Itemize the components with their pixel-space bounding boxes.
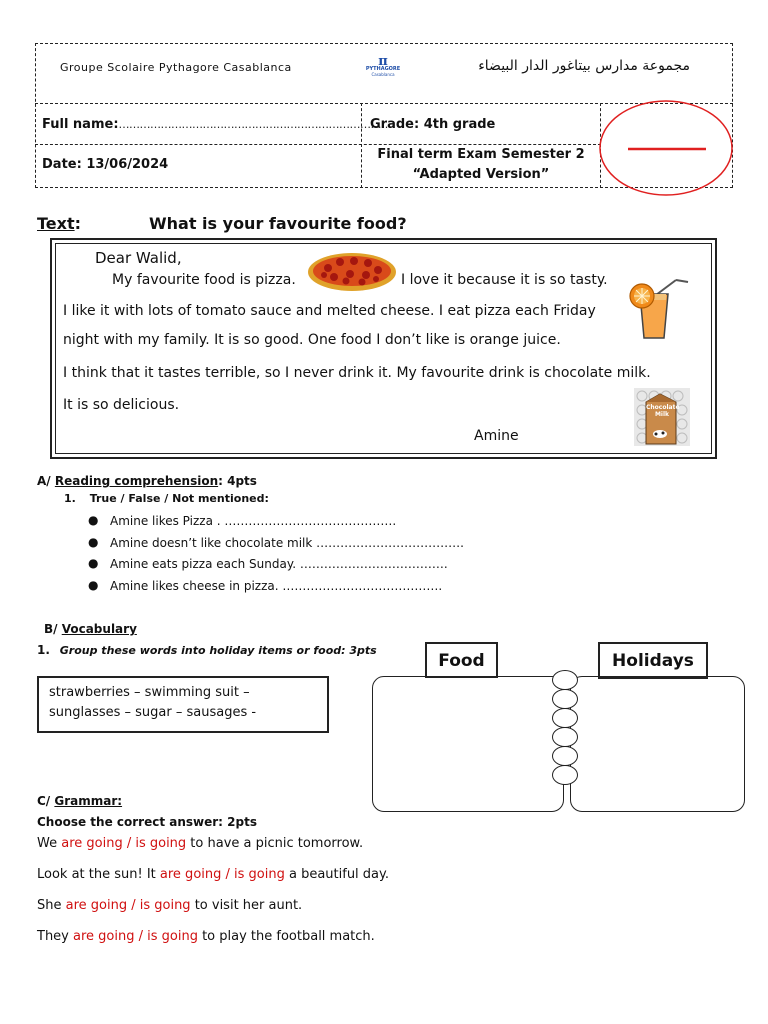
grammar-line-2-before: Look at the sun! It bbox=[37, 867, 160, 882]
pizza-icon bbox=[306, 250, 398, 292]
section-b-q1 bbox=[37, 643, 377, 657]
grammar-line-4 bbox=[37, 929, 375, 944]
binder-ring-icon bbox=[552, 689, 578, 709]
grammar-line-2-after: a beautiful day. bbox=[284, 867, 389, 882]
grade-mark-circle bbox=[598, 98, 734, 198]
section-b-prefix: B/ bbox=[44, 622, 62, 636]
letter-greeting: Dear Walid, bbox=[95, 249, 182, 267]
binder-ring-icon bbox=[552, 746, 578, 766]
section-a-q1-num: 1. bbox=[64, 492, 76, 505]
grammar-line-2 bbox=[37, 867, 389, 882]
section-a-q1-text: True / False / Not mentioned: bbox=[89, 492, 269, 505]
school-name-fr: Groupe Scolaire Pythagore Casablanca bbox=[60, 61, 292, 74]
binder-ring-icon bbox=[552, 670, 578, 690]
text-section-heading bbox=[37, 214, 81, 233]
section-a-q1 bbox=[64, 492, 269, 505]
food-category-box bbox=[425, 642, 498, 678]
grammar-line-4-before: They bbox=[37, 929, 74, 944]
full-name-dots: …………………………………………………………………… bbox=[118, 118, 392, 131]
section-a-heading bbox=[37, 474, 257, 488]
section-a-points: : 4pts bbox=[218, 474, 257, 488]
bullet-dot: ● bbox=[88, 535, 99, 549]
logo-text: PYTHAGORE bbox=[365, 66, 401, 72]
svg-text:π: π bbox=[378, 54, 388, 69]
section-b-q1-text: Group these words into holiday items or food: 3pts bbox=[59, 644, 377, 657]
grammar-line-1-after: to have a picnic tomorrow. bbox=[186, 836, 364, 851]
section-c-title: Grammar: bbox=[54, 794, 123, 808]
tf-item-2[interactable]: Amine doesn’t like chocolate milk ………………………………. bbox=[110, 536, 464, 550]
grammar-choice-2[interactable]: are going / is going bbox=[159, 867, 285, 882]
grammar-line-3 bbox=[37, 898, 302, 913]
letter-line-1b: I love it because it is so tasty. bbox=[401, 272, 608, 288]
letter-line-5: It is so delicious. bbox=[63, 397, 180, 413]
binder-ring-icon bbox=[552, 708, 578, 728]
tf-item-1[interactable]: Amine likes Pizza . ……………………………………. bbox=[110, 514, 397, 528]
letter-line-4: I think that it tastes terrible, so I never drink it. My favourite drink is chocolate milk. bbox=[63, 365, 651, 381]
binder-ring-icon bbox=[552, 727, 578, 747]
grammar-line-1 bbox=[37, 836, 363, 851]
word-bank-line-2: sunglasses – sugar – sausages - bbox=[49, 705, 257, 720]
letter-line-3: night with my family. It is so good. One food I don’t like is orange juice. bbox=[63, 332, 561, 348]
section-b-title: Vocabulary bbox=[61, 622, 137, 636]
orange-juice-icon bbox=[626, 276, 692, 342]
holidays-category-box bbox=[598, 642, 708, 679]
word-bank-box bbox=[37, 676, 329, 733]
letter-line-2: I like it with lots of tomato sauce and melted cheese. I eat pizza each Friday bbox=[63, 303, 596, 319]
header-divider-mid bbox=[35, 144, 601, 145]
grammar-choice-3[interactable]: are going / is going bbox=[65, 898, 191, 913]
tf-item-3[interactable]: Amine eats pizza each Sunday. ………………………………. bbox=[110, 557, 448, 571]
section-c-instruction: Choose the correct answer: 2pts bbox=[37, 815, 257, 829]
grammar-line-3-before: She bbox=[37, 898, 66, 913]
text-title: What is your favourite food? bbox=[149, 214, 407, 233]
text-label-colon: : bbox=[74, 214, 82, 233]
grammar-line-1-before: We bbox=[37, 836, 62, 851]
bullet-dot: ● bbox=[88, 513, 99, 527]
school-name-ar: مجموعة مدارس بيتاغور الدار البيضاء bbox=[478, 58, 690, 74]
header-col-divider-1 bbox=[361, 103, 362, 188]
letter-signature: Amine bbox=[474, 428, 519, 444]
grammar-choice-1[interactable]: are going / is going bbox=[61, 836, 187, 851]
logo-subtext: Casablanca bbox=[371, 72, 395, 77]
section-c-prefix: C/ bbox=[37, 794, 55, 808]
milk-carton-label: Chocolate Milk bbox=[646, 404, 680, 418]
exam-title-line1: Final term Exam Semester 2 bbox=[377, 147, 585, 162]
letter-line-1a: My favourite food is pizza. bbox=[112, 272, 296, 288]
full-name-field[interactable] bbox=[42, 117, 392, 132]
section-c-heading bbox=[37, 794, 122, 808]
section-b-heading bbox=[44, 622, 137, 636]
section-a-prefix: A/ bbox=[37, 474, 55, 488]
tf-item-4[interactable]: Amine likes cheese in pizza. …………………………………. bbox=[110, 579, 443, 593]
full-name-label: Full name bbox=[42, 117, 114, 132]
holidays-category-label: Holidays bbox=[612, 651, 694, 671]
food-category-label: Food bbox=[438, 651, 485, 671]
text-label: Text bbox=[37, 214, 75, 233]
exam-title-line2: “Adapted Version” bbox=[412, 167, 550, 182]
full-name-sep: : bbox=[113, 117, 119, 132]
word-bank-line-1: strawberries – swimming suit – bbox=[49, 685, 250, 700]
grammar-choice-4[interactable]: are going / is going bbox=[73, 929, 198, 944]
holidays-answer-area[interactable] bbox=[570, 676, 745, 812]
bullet-dot: ● bbox=[88, 556, 99, 570]
food-answer-area[interactable] bbox=[372, 676, 564, 812]
section-b-q1-num: 1. bbox=[37, 643, 50, 657]
grammar-line-3-after: to visit her aunt. bbox=[190, 898, 303, 913]
bullet-dot: ● bbox=[88, 578, 99, 592]
date-label: Date: 13/06/2024 bbox=[42, 157, 169, 172]
grade-label: Grade: 4th grade bbox=[370, 117, 496, 132]
section-a-title: Reading comprehension bbox=[54, 474, 219, 488]
grammar-line-4-after: to play the football match. bbox=[197, 929, 375, 944]
binder-ring-icon bbox=[552, 765, 578, 785]
